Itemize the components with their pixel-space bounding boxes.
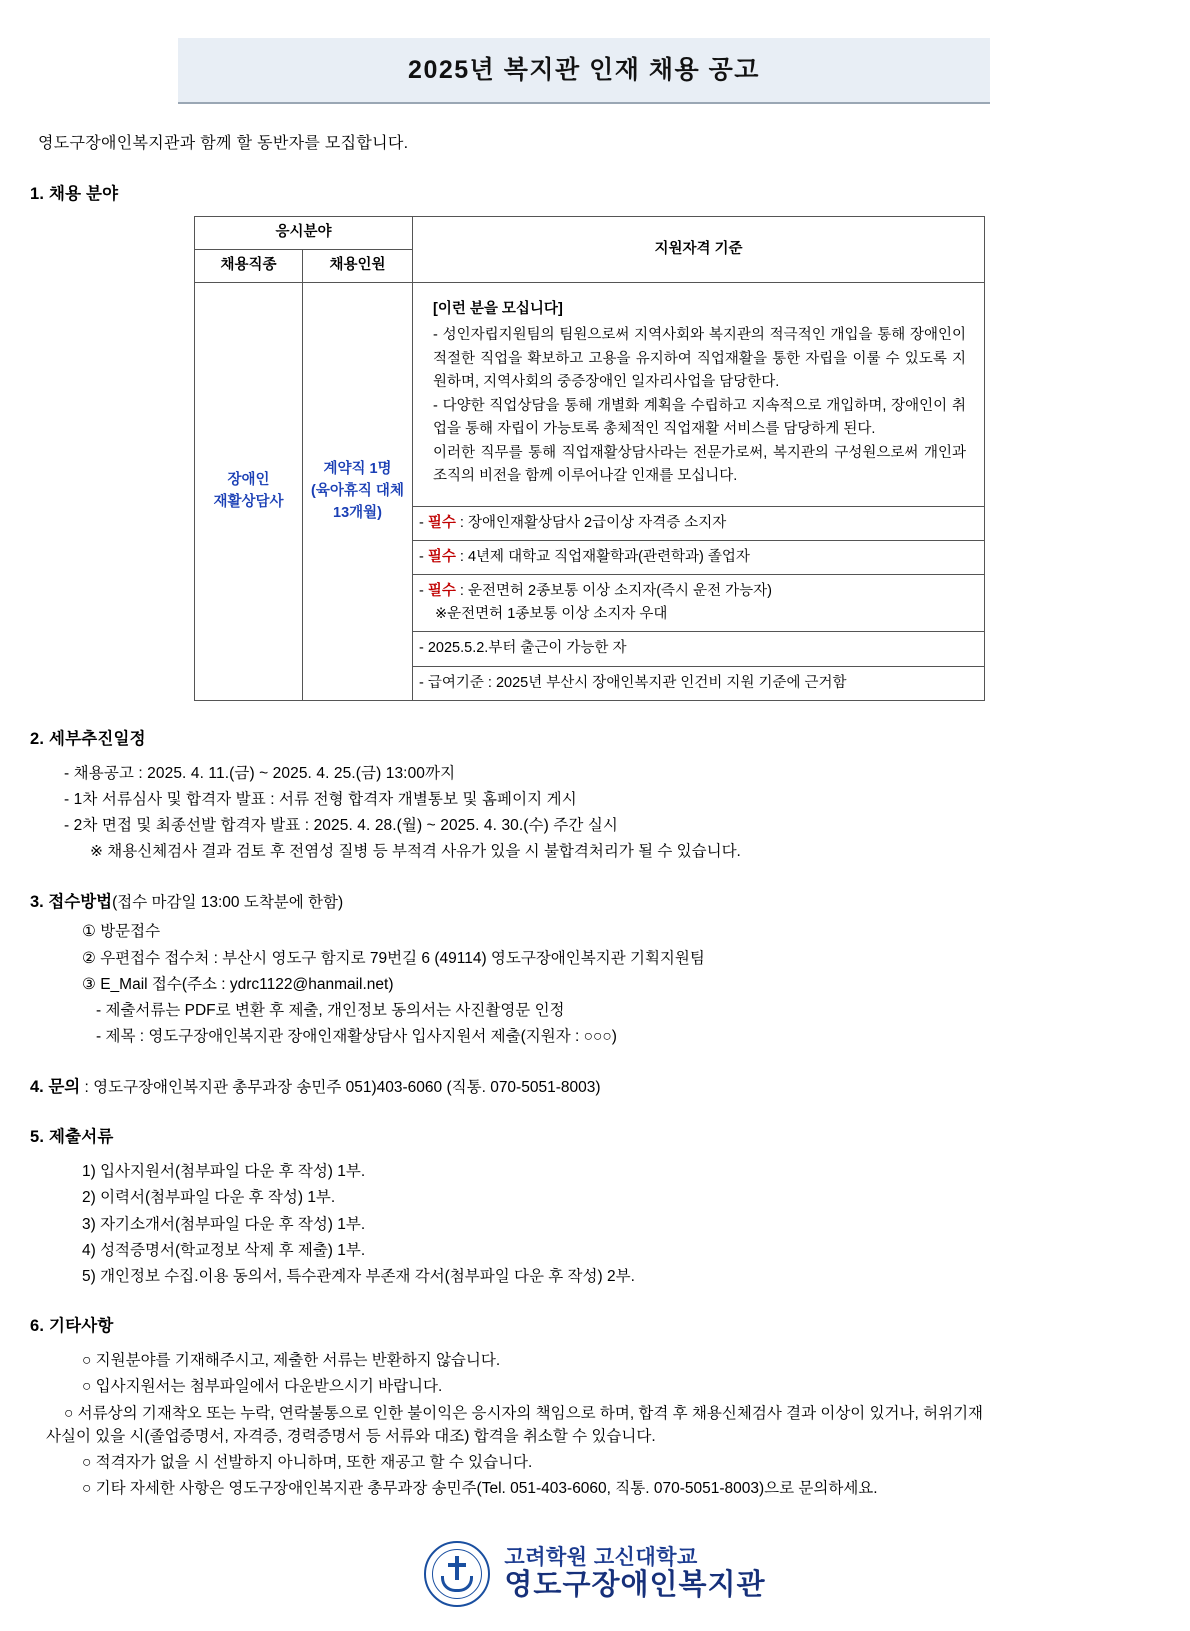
document-item-3: 3) 자기소개서(첨부파일 다운 후 작성) 1부. [82,1215,366,1233]
document-item-1: 1) 입사지원서(첨부파일 다운 후 작성) 1부. [82,1163,366,1180]
application-subitem-2: - 제목 : 영도구장애인복지관 장애인재활상담사 입사지원서 제출(지원자 : ○○○) [96,1028,617,1046]
document-title-bar [178,38,990,104]
table-row [195,282,985,506]
schedule-note: ※ 채용신체검사 결과 검토 후 전염성 질병 등 부적격 사유가 있을 시 불합격처리가 될 수 있습니다. [90,843,741,861]
table-header-row-1 [195,217,985,250]
requirement-dash-1: - [419,514,424,531]
section-3-heading-text: 3. 접수방법 [30,892,113,911]
requirement-badge-3: 필수 [427,583,456,599]
other-item-4: ○ 적격자가 없을 시 선발하지 아니하며, 또한 재공고 할 수 있습니다. [82,1454,533,1471]
requirement-cell-2 [413,540,985,574]
headcount-line-3: 13개월) [333,505,382,522]
other-item-3 [46,1402,1190,1449]
other-item-2: ○ 입사지원서는 첨부파일에서 다운받으시기 바랍니다. [82,1378,443,1396]
section-4-heading [30,1075,1190,1100]
header-qualification: 지원자격 기준 [413,217,985,283]
section-5-body [30,1160,1190,1288]
application-method-3: ③ E_Mail 접수(주소 : ydrc1122@hanmail.net) [82,975,394,993]
requirement-dash-3: - [419,583,424,599]
section-5-heading: 5. 제출서류 [30,1128,114,1147]
requirement-cell-3 [413,575,985,632]
header-headcount: 채용인원 [303,250,413,283]
requirement-cell-5: - 급여기준 : 2025년 부산시 장애인복지관 인건비 지원 기준에 근거함 [413,666,985,700]
footer-logo [0,1541,1190,1607]
application-subitem-1: - 제출서류는 PDF로 변환 후 제출, 개인정보 동의서는 사진촬영문 인정 [96,1002,565,1019]
requirement-text-3: : 운전면허 2종보통 이상 소지자(즉시 운전 가능자) [455,583,772,599]
header-job-type: 채용직종 [195,250,303,283]
organization-name-center: 영도구장애인복지관 [504,1569,766,1602]
qualification-lead: [이런 분을 모십니다] [433,300,563,317]
section-6-body [30,1349,1190,1501]
application-method-2: ② 우편접수 접수처 : 부산시 영도구 함지로 79번길 6 (49114) 영도구장애인복지관 기획지원팀 [82,949,705,967]
schedule-item-2: - 1차 서류심사 및 합격자 발표 : 서류 전형 합격자 개별통보 및 홈페이지 게시 [64,790,577,808]
recruit-table-wrapper [194,216,984,701]
requirement-text-2: : 4년제 대학교 직업재활학과(관련학과) 졸업자 [455,548,750,565]
qualification-paragraph-1: - 성인자립지원팀의 팀원으로써 지역사회와 복지관의 적극적인 개입을 통해 장애인이 적절한 직업을 확보하고 고용을 유지하여 직업재활을 통한 자립을 이룰 수 있도록 지원하며, 지역사회의 중증장애인 일자리사업을 담당한다. [433,327,966,391]
section-1-heading: 1. 채용 분야 [30,184,119,203]
job-title-line-2: 재활상담사 [213,494,284,511]
header-application-field: 응시분야 [195,217,413,250]
requirement-dash-2: - [419,548,424,565]
other-item-5: ○ 기타 자세한 사항은 영도구장애인복지관 총무과장 송민주(Tel. 051-403-6060, 직통. 070-5051-8003)으로 문의하세요. [82,1480,878,1498]
job-title-line-1: 장애인 [227,471,270,488]
document-item-2: 2) 이력서(첨부파일 다운 후 작성) 1부. [82,1189,336,1207]
schedule-item-1: - 채용공고 : 2025. 4. 11.(금) ~ 2025. 4. 25.(금) 13:00까지 [64,764,456,782]
kosin-university-emblem-icon [424,1541,490,1607]
requirement-badge-2: 필수 [427,548,456,565]
organization-names [504,1546,765,1602]
cell-qualification-description [413,282,985,506]
qualification-block [419,288,978,501]
other-item-3-line-2: 사실이 있을 시(졸업증명서, 자격증, 경력증명서 등 서류와 대조) 합격을 취소할 수 있습니다. [46,1427,656,1445]
requirement-cell-4: - 2025.5.2.부터 출근이 가능한 자 [413,632,985,666]
requirement-badge-1: 필수 [427,514,456,531]
requirement-subnote-3: ※운전면허 1종보통 이상 소지자 우대 [435,606,668,623]
other-item-1: ○ 지원분야를 기재해주시고, 제출한 서류는 반환하지 않습니다. [82,1352,501,1369]
organization-name-university: 고려학원 고신대학교 [504,1545,698,1569]
section-3-heading [30,890,1190,915]
qualification-paragraph-3: 이러한 직무를 통해 직업재활상담사라는 전문가로써, 복지관의 구성원으로써 개인과 조직의 비전을 함께 이루어나갈 인재를 모십니다. [433,444,966,485]
document-item-4: 4) 성적증명서(학교정보 삭제 후 제출) 1부. [82,1241,366,1259]
schedule-item-3: - 2차 면접 및 최종선발 합격자 발표 : 2025. 4. 28.(월) ~ 2025. 4. 30.(수) 주간 실시 [64,817,619,834]
section-3-body [30,920,1190,1048]
other-item-3-line-1: ○ 서류상의 기재착오 또는 누락, 연락불통으로 인한 불이익은 응시자의 책임으로 하며, 합격 후 채용신체검사 결과 이상이 있거나, 허위기재 [64,1404,984,1422]
section-2-body [30,762,1190,864]
section-4-contact-text: : 영도구장애인복지관 총무과장 송민주 051)403-6060 (직통. 070-5051-8003) [80,1078,601,1096]
section-3-heading-note: (접수 마감일 13:00 도착분에 한함) [112,893,344,911]
page-title: 2025년 복지관 인재 채용 공고 [408,56,760,84]
cell-headcount [303,282,413,700]
section-2-heading: 2. 세부추진일정 [30,729,146,748]
qualification-paragraph-2: - 다양한 직업상담을 통해 개별화 계획을 수립하고 지속적으로 개입하며, 장애인이 취업을 통해 자립이 가능토록 총체적인 직업재활 서비스를 담당하게 된다. [433,397,966,438]
recruit-table [194,216,985,701]
requirement-text-1: : 장애인재활상담사 2급이상 자격증 소지자 [455,514,727,531]
section-4-heading-text: 4. 문의 [30,1077,81,1096]
emblem-cross-horizontal [448,1563,466,1567]
emblem-bowl-shape [441,1576,473,1592]
cell-job-title [195,282,303,700]
requirement-cell-1 [413,506,985,540]
document-item-5: 5) 개인정보 수집.이용 동의서, 특수관계자 부존재 각서(첨부파일 다운 후 작성) 2부. [82,1268,635,1285]
headcount-line-2: (육아휴직 대체 [311,483,404,500]
application-method-1: ① 방문접수 [82,923,161,941]
intro-text: 영도구장애인복지관과 함께 할 동반자를 모집합니다. [38,134,409,152]
headcount-line-1: 계약직 1명 [323,460,392,477]
section-6-heading: 6. 기타사항 [30,1317,114,1336]
document-page [0,38,1190,1607]
